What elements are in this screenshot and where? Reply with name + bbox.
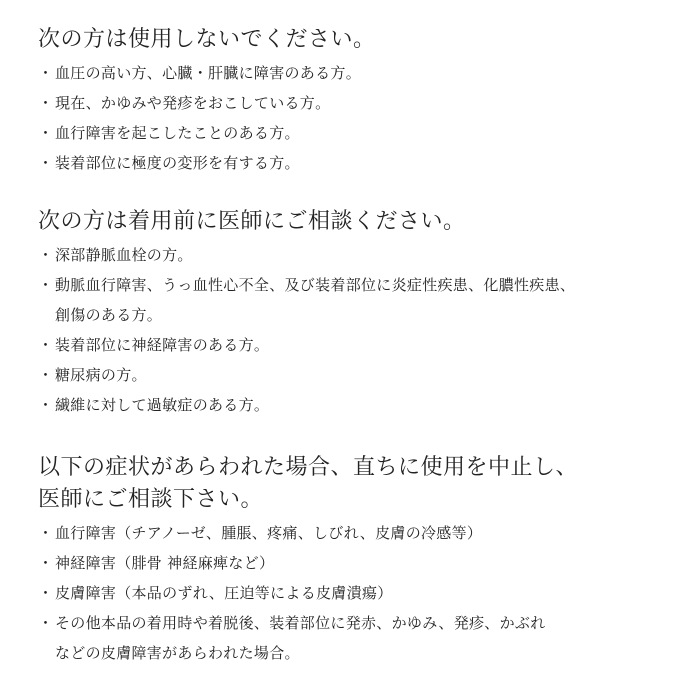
list-item bbox=[38, 518, 688, 548]
list-item bbox=[38, 578, 688, 608]
section-do-not-use bbox=[38, 24, 688, 178]
section-stop-use-symptoms bbox=[38, 452, 688, 668]
list-item bbox=[38, 608, 688, 668]
list-item-text-continued: などの皮膚障害があらわれた場合。 bbox=[55, 644, 300, 662]
section-consult-before-use bbox=[38, 206, 688, 420]
bullet-mark: ・ bbox=[38, 614, 54, 632]
bullet-mark: ・ bbox=[38, 246, 54, 264]
list-item-text: 皮膚障害（本品のずれ、圧迫等による皮膚潰瘍） bbox=[55, 584, 393, 602]
list-item bbox=[38, 548, 688, 578]
list-item bbox=[38, 390, 688, 420]
bullet-mark: ・ bbox=[38, 336, 54, 354]
bullet-mark: ・ bbox=[38, 396, 54, 414]
bullet-mark: ・ bbox=[38, 124, 54, 142]
list-item-text: 現在、かゆみや発疹をおこしている方。 bbox=[55, 94, 331, 112]
heading-line: 以下の症状があらわれた場合、直ちに使用を中止し、 bbox=[38, 455, 579, 480]
section-heading bbox=[38, 206, 688, 238]
bullet-mark: ・ bbox=[38, 154, 54, 172]
section-heading bbox=[38, 452, 688, 516]
bullet-mark: ・ bbox=[38, 524, 54, 542]
list-item-text: 装着部位に極度の変形を有する方。 bbox=[55, 154, 300, 172]
list-item-text-continued: 創傷のある方。 bbox=[55, 306, 163, 324]
list-item-text: 血圧の高い方、心臓・肝臓に障害のある方。 bbox=[55, 64, 362, 82]
list-item-text: 血行障害（チアノーゼ、腫脹、疼痛、しびれ、皮膚の冷感等） bbox=[55, 524, 483, 542]
list-item-text: 糖尿病の方。 bbox=[55, 366, 147, 384]
heading-line-continued: 医師にご相談下さい。 bbox=[38, 487, 264, 512]
bullet-mark: ・ bbox=[38, 584, 54, 602]
bullet-mark: ・ bbox=[38, 64, 54, 82]
list-item bbox=[38, 360, 688, 390]
warning-list bbox=[38, 518, 688, 668]
warning-list bbox=[38, 240, 688, 420]
list-item-text: 繊維に対して過敏症のある方。 bbox=[55, 396, 270, 414]
list-item-text: その他本品の着用時や着脱後、装着部位に発赤、かゆみ、発疹、かぶれ bbox=[55, 614, 546, 632]
list-item-text: 装着部位に神経障害のある方。 bbox=[55, 336, 270, 354]
list-item bbox=[38, 330, 688, 360]
section-heading bbox=[38, 24, 688, 56]
bullet-mark: ・ bbox=[38, 94, 54, 112]
list-item bbox=[38, 148, 688, 178]
list-item-text: 神経障害（腓骨 神経麻痺など） bbox=[55, 554, 275, 572]
list-item-text: 深部静脈血栓の方。 bbox=[55, 246, 193, 264]
list-item bbox=[38, 88, 688, 118]
list-item bbox=[38, 58, 688, 88]
heading-line: 次の方は使用しないでください。 bbox=[38, 27, 376, 52]
bullet-mark: ・ bbox=[38, 276, 54, 294]
list-item-text: 血行障害を起こしたことのある方。 bbox=[55, 124, 300, 142]
bullet-mark: ・ bbox=[38, 554, 54, 572]
bullet-mark: ・ bbox=[38, 366, 54, 384]
precautions-document bbox=[38, 24, 688, 668]
heading-line: 次の方は着用前に医師にご相談ください。 bbox=[38, 209, 466, 234]
list-item-text: 動脈血行障害、うっ血性心不全、及び装着部位に炎症性疾患、化膿性疾患、 bbox=[55, 276, 576, 294]
warning-list bbox=[38, 58, 688, 178]
list-item bbox=[38, 118, 688, 148]
list-item bbox=[38, 270, 688, 330]
list-item bbox=[38, 240, 688, 270]
